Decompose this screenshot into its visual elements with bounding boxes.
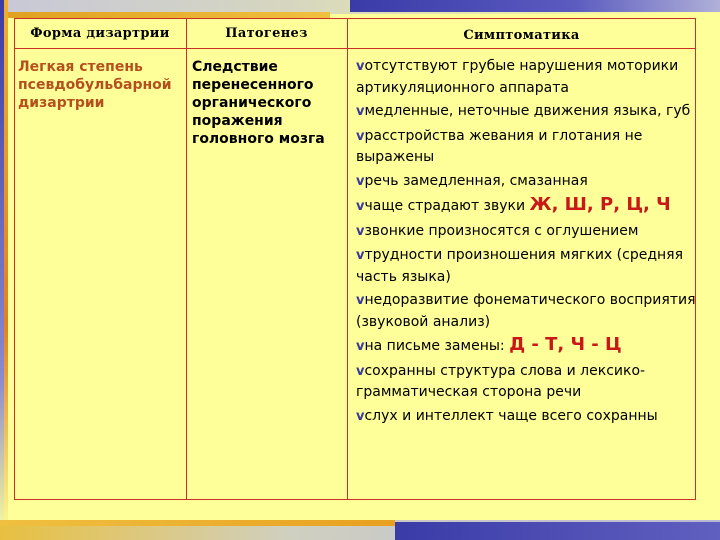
symptom-item bbox=[356, 245, 696, 287]
symptom-text: сохранны структура слова и лексико-грамматическая сторона речи bbox=[356, 362, 646, 400]
form-line: дизартрии bbox=[18, 95, 105, 111]
symptom-text: отсутствуют грубые нарушения моторики артикуляционного аппарата bbox=[356, 58, 679, 96]
symptom-highlight: Ж, Ш, Р, Ц, Ч bbox=[529, 194, 671, 215]
form-line: псевдобульбарной bbox=[18, 77, 172, 93]
symptom-text: слух и интеллект чаще всего сохранны bbox=[364, 407, 658, 424]
form-line: Легкая степень bbox=[18, 59, 143, 75]
symptom-text: расстройства жевания и глотания не выражены bbox=[356, 127, 643, 165]
symptom-item bbox=[356, 335, 696, 358]
symptom-highlight: Д - Т, Ч - Ц bbox=[509, 334, 622, 355]
symptom-item bbox=[356, 101, 696, 123]
pathogenesis-line: перенесенного bbox=[192, 77, 314, 93]
pathogenesis-line: Следствие bbox=[192, 59, 278, 75]
top-blue-bar bbox=[350, 0, 720, 12]
bullet-icon: v bbox=[356, 363, 365, 379]
symptom-item bbox=[356, 126, 696, 168]
symptom-item bbox=[356, 221, 696, 243]
pathogenesis-cell bbox=[192, 58, 342, 148]
bullet-icon: v bbox=[356, 128, 365, 144]
header-divider bbox=[14, 48, 696, 49]
column-divider-2 bbox=[347, 18, 348, 500]
header-pathogenesis: Патогенез bbox=[225, 26, 308, 41]
symptom-text: на письме замены: bbox=[364, 338, 510, 354]
bottom-orange-bar bbox=[0, 520, 395, 526]
symptom-text: чаще страдают звуки bbox=[364, 198, 530, 214]
bullet-icon: v bbox=[356, 199, 365, 214]
symptom-item bbox=[356, 361, 696, 403]
symptom-text: трудности произношения мягких (средняя часть языка) bbox=[356, 247, 683, 285]
bullet-icon: v bbox=[356, 173, 365, 189]
left-orange-bar bbox=[4, 0, 8, 540]
bullet-icon: v bbox=[356, 339, 365, 354]
bullet-icon: v bbox=[356, 59, 365, 74]
symptom-item bbox=[356, 406, 696, 428]
symptom-text: речь замедленная, смазанная bbox=[364, 172, 588, 189]
symptom-item bbox=[356, 56, 696, 98]
bullet-icon: v bbox=[356, 408, 365, 424]
bullet-icon: v bbox=[356, 223, 365, 239]
bullet-icon: v bbox=[356, 248, 365, 263]
symptoms-cell bbox=[356, 56, 696, 430]
symptom-item bbox=[356, 171, 696, 193]
pathogenesis-line: головного мозга bbox=[192, 131, 325, 147]
symptom-item bbox=[356, 290, 696, 332]
header-symptoms: Симптоматика bbox=[463, 28, 580, 43]
pathogenesis-line: поражения bbox=[192, 113, 283, 129]
symptom-text: медленные, неточные движения языка, губ bbox=[364, 103, 691, 119]
symptom-text: звонкие произносятся с оглушением bbox=[364, 222, 639, 239]
symptom-item bbox=[356, 195, 696, 218]
bottom-blue-bar bbox=[395, 522, 720, 540]
bullet-icon: v bbox=[356, 104, 365, 119]
pathogenesis-line: органического bbox=[192, 95, 312, 111]
symptom-text: недоразвитие фонематического восприятия (звуковой анализ) bbox=[356, 292, 696, 330]
bullet-icon: v bbox=[356, 293, 365, 308]
form-cell bbox=[18, 58, 188, 112]
header-form: Форма дизартрии bbox=[30, 26, 170, 41]
